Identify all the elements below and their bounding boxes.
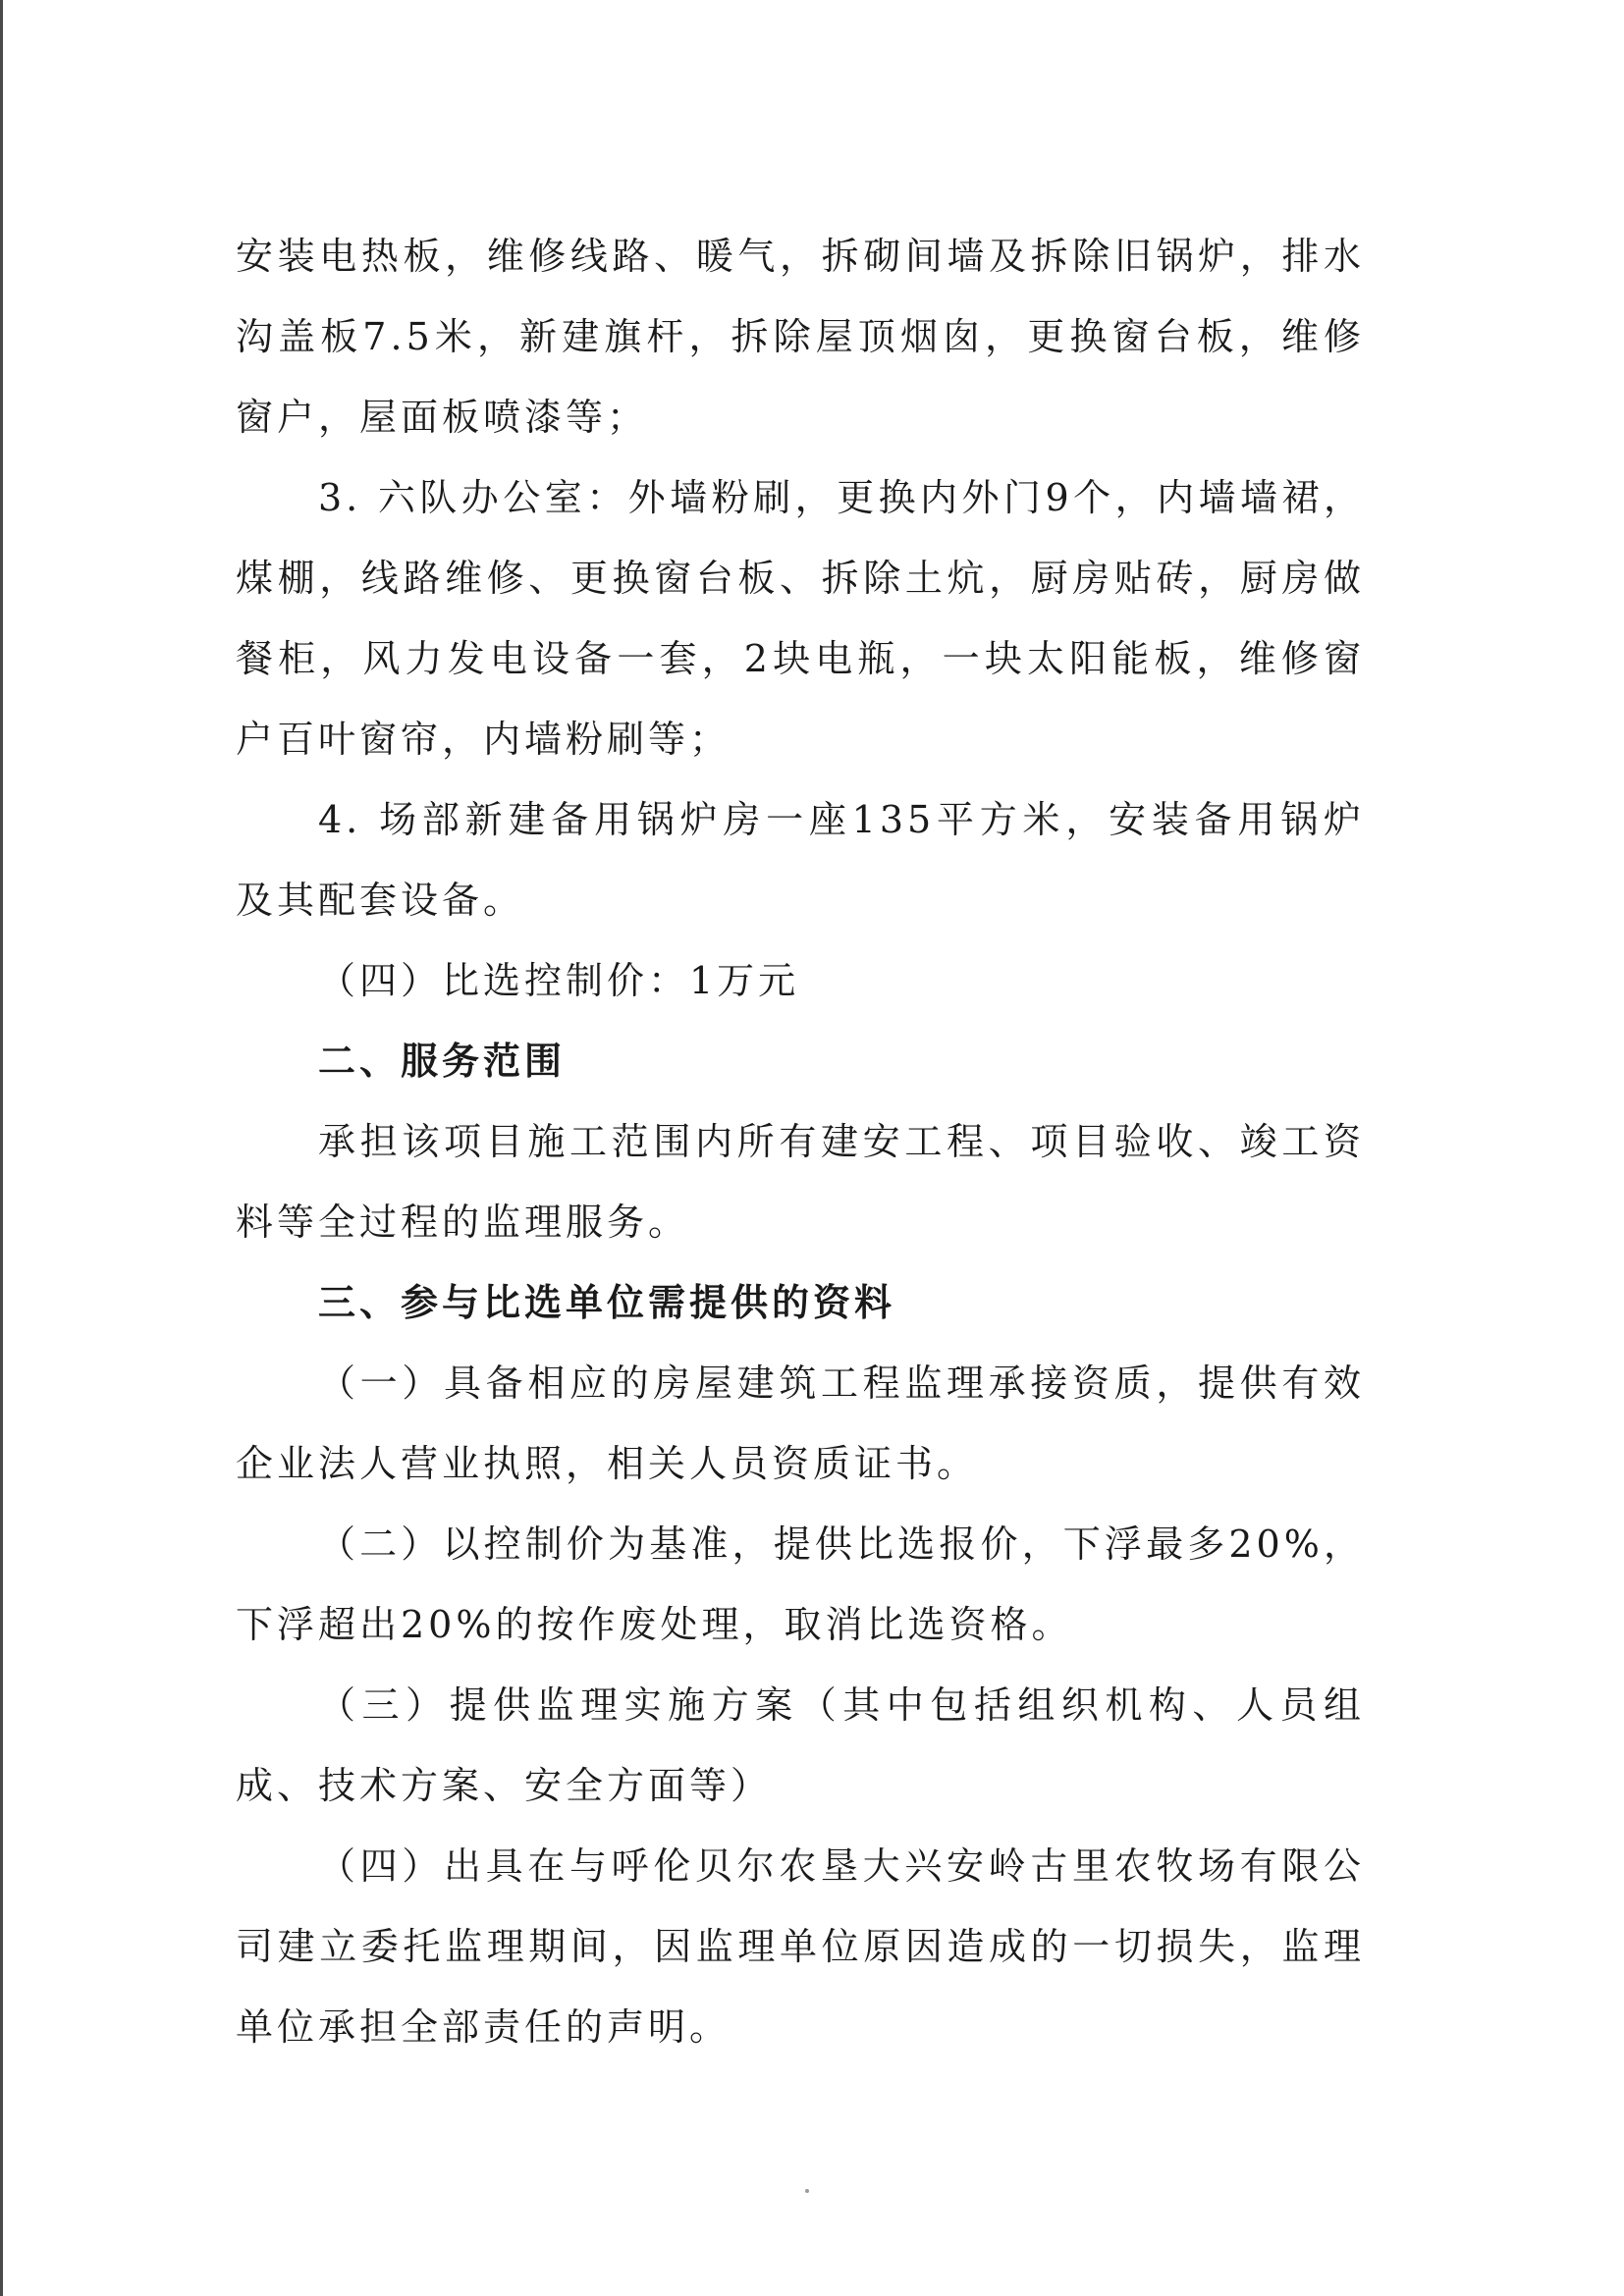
section-heading-service-scope: 二、服务范围: [318, 1040, 567, 1083]
section-heading-required-materials: 三、参与比选单位需提供的资料: [318, 1281, 896, 1324]
paragraph-service-scope: 承担该项目施工范围内所有建安工程、项目验收、竣工资料等全过程的监理服务。: [236, 1120, 1365, 1244]
document-body: [236, 216, 1365, 2067]
paragraph-requirement-3: （三）提供监理实施方案（其中包括组织机构、人员组成、技术方案、安全方面等）: [236, 1683, 1365, 1807]
paragraph-item-4: 4. 场部新建备用锅炉房一座135平方米，安装备用锅炉及其配套设备。: [236, 798, 1365, 922]
paragraph-requirement-2: （二）以控制价为基准，提供比选报价，下浮最多20%，下浮超出20%的按作废处理，取消比选资格。: [236, 1522, 1365, 1646]
paragraph-control-price: （四）比选控制价：1万元: [318, 959, 800, 1002]
scan-speck: [805, 2189, 809, 2193]
paragraph-continuation: 安装电热板，维修线路、暖气，拆砌间墙及拆除旧锅炉，排水沟盖板7.5米，新建旗杆，拆除屋顶烟囱，更换窗台板，维修窗户，屋面板喷漆等；: [236, 235, 1365, 439]
paragraph-requirement-1: （一）具备相应的房屋建筑工程监理承接资质，提供有效企业法人营业执照，相关人员资质证书。: [236, 1362, 1365, 1485]
paragraph-requirement-4: （四）出具在与呼伦贝尔农垦大兴安岭古里农牧场有限公司建立委托监理期间，因监理单位原因造成的一切损失，监理单位承担全部责任的声明。: [236, 1844, 1365, 2049]
scan-page-edge: [0, 0, 3, 2296]
paragraph-item-3: 3. 六队办公室：外墙粉刷，更换内外门9个，内墙墙裙，煤棚，线路维修、更换窗台板、拆除土炕，厨房贴砖，厨房做餐柜，风力发电设备一套，2块电瓶，一块太阳能板，维修窗户百叶窗帘，内墙粉刷等；: [236, 476, 1365, 761]
